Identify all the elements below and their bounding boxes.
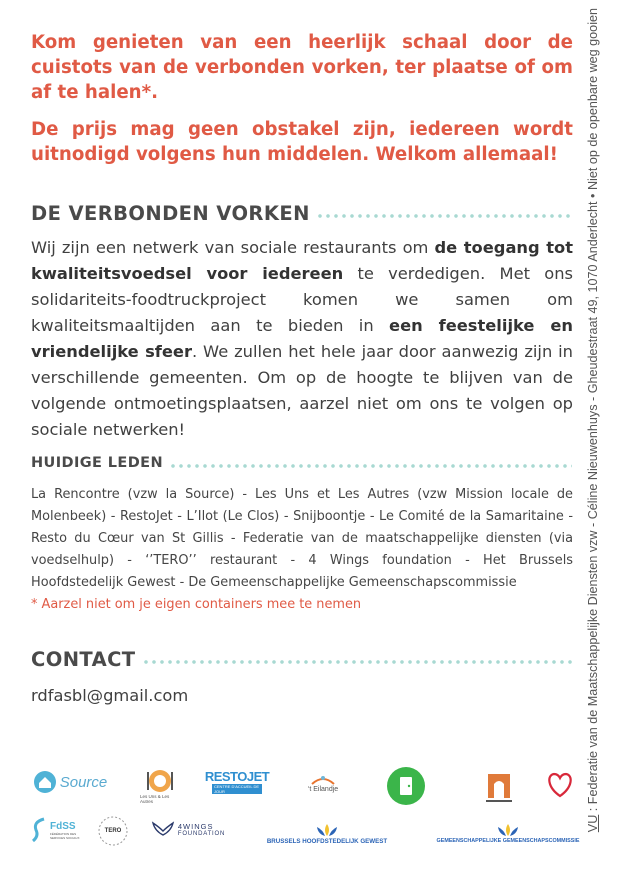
containers-note: * Aarzel niet om je eigen containers mee te nemen xyxy=(31,597,362,612)
door-icon xyxy=(386,766,426,806)
source-logo xyxy=(30,766,110,798)
fdss-subtext: FÉDÉRATION DES SERVICES SOCIAUX xyxy=(50,831,80,840)
section-heading-huidige-leden xyxy=(31,452,572,474)
heart-icon xyxy=(545,769,575,799)
vu-label: VU xyxy=(586,814,600,833)
about-bold-2: een feestelijke en vriendelijke sfeer xyxy=(31,316,573,361)
about-bold-1: de toegang tot kwaliteitsvoedsel voor iedereen xyxy=(31,238,574,283)
brussels-gewest-text: BRUSSELS HOOFDSTEDELIJK GEWEST xyxy=(266,837,388,845)
arch-icon xyxy=(484,768,514,804)
publisher-vertical-text xyxy=(586,8,600,838)
dotted-divider xyxy=(169,463,572,469)
dotted-divider xyxy=(316,213,572,219)
tero-text: TERO xyxy=(104,828,122,834)
wings-icon xyxy=(151,821,175,837)
samaritaine-logo xyxy=(482,766,516,806)
island-icon xyxy=(310,772,336,786)
four-wings-logo xyxy=(146,818,230,840)
section-heading-contact xyxy=(31,646,572,672)
restojet-subtext: CENTRE D'ACCUEIL DE JOUR xyxy=(212,784,262,794)
iris-icon xyxy=(313,822,341,838)
house-icon xyxy=(33,770,57,794)
porte-verte-logo xyxy=(386,766,426,806)
tero-logo xyxy=(96,814,130,848)
section-heading-verbonden-vorken xyxy=(31,200,572,226)
source-logo-text: Source xyxy=(59,773,108,791)
eilandje-logo xyxy=(300,766,346,798)
four-wings-subtext: FOUNDATION xyxy=(177,830,226,837)
fdss-mark-icon xyxy=(30,816,48,844)
uns-autres-text: Les Uns & Les Autres xyxy=(140,794,170,804)
members-list: La Rencontre (vzw la Source) - Les Uns et Les Autres (vzw Mission locale de Molenbeek) - RestoJet - L’Ilot (Le Clos) - Snijboontje - Le Comité de la Samaritaine - Resto du Cœur van St Gillis - Federatie van de maatschappelijke diensten (via voedselhulp) - ‘’TERO’’ restaurant - 4 Wings foundation - Het Brussels Hoofdstedelijk Gewest - De Gemeenschappelijke Gemeenschapscommissie xyxy=(31,487,573,590)
iris-icon xyxy=(494,822,522,838)
restojet-logo xyxy=(204,766,270,796)
about-text-1: Wij zijn een netwerk van sociale restaurants om xyxy=(31,238,435,257)
ggc-logo xyxy=(424,818,592,848)
eilandje-text: ‘t Eilandje xyxy=(307,785,339,793)
four-wings-text: 4WINGS xyxy=(177,821,214,831)
contact-email[interactable]: rdfasbl@gmail.com xyxy=(31,686,189,705)
brussels-gewest-logo xyxy=(252,818,402,848)
dotted-divider xyxy=(142,659,573,665)
plate-icon xyxy=(145,768,175,794)
about-text-3: . We zullen het hele jaar door aanwezig zijn in verschillende gemeenten. Om op de hoogte te blijven van de volgende ontmoetingsplaatsen, aarzel niet om ons te volgen op sociale netwerken! xyxy=(31,342,573,439)
heading-text: HUIDIGE LEDEN xyxy=(31,455,164,471)
fdss-logo xyxy=(30,814,90,846)
about-text-2: te verdedigen. Met ons solidariteits-foodtruckproject komen we samen om kwaliteitsmaaltijden aan te bieden in xyxy=(31,264,573,335)
uns-autres-logo xyxy=(140,766,180,806)
resto-coeur-logo xyxy=(544,766,576,802)
about-paragraph xyxy=(31,235,573,443)
intro-invitation: Kom genieten van een heerlijk schaal door de cuistots van de verbonden vorken, ter plaatse of om af te halen*. xyxy=(31,32,573,103)
fdss-text: FdSS xyxy=(50,820,76,832)
restojet-text: RESTOJET xyxy=(204,768,270,784)
ggc-text: GEMEENSCHAPPELIJKE GEMEENSCHAPSCOMMISSIE xyxy=(436,838,580,844)
heading-text: DE VERBONDEN VORKEN xyxy=(31,201,310,225)
heading-text: CONTACT xyxy=(31,647,136,671)
publisher-info: : Federatie van de Maatschappelijke Diensten vzw - Céline Nieuwenhuys - Gheudestraat 49, 1070 Anderlecht • Niet op de openbare weg gooien xyxy=(586,8,600,815)
intro-welcome: De prijs mag geen obstakel zijn, iedereen wordt uitnodigd volgens hun middelen. Welkom allemaal! xyxy=(31,119,573,165)
